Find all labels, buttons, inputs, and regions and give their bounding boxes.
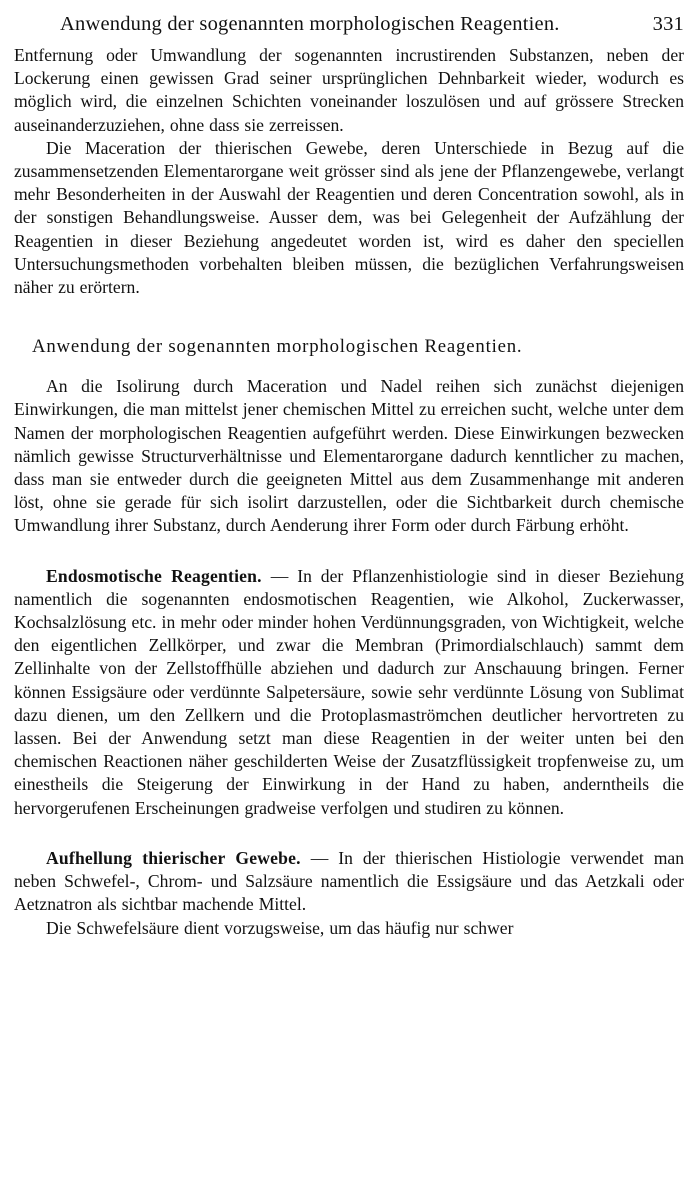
endosmotic-text: — In der Pflanzenhistiologie sind in dieser Beziehung namentlich die sogenannten endosmotischen Reagentien, wie Alkohol, Zuckerwasser, Kochsalzlösung etc. in mehr oder minder hohen Verdünnungsgraden, von Wichtigkeit, welche den eigentlichen Zellkörper, und zwar die Membran (Primordialschlauch) sammt dem Zellinhalte von der Zellstoffhülle abziehen und dadurch zur Anschauung bringen. Ferner können Essigsäure oder verdünnte Salpetersäure, sowie sehr verdünnte Lösung von Sublimat dazu dienen, um den Zellkern und die Protoplasmaströmchen deutlicher hervortreten zu lassen. Bei der Anwendung setzt man diese Reagentien in der weiter unten bei den chemischen Reactionen näher geschilderten Weise der Zusatzflüssigkeit tropfenweise zu, um einestheils die Steigerung der Einwirkung in der Hand zu haben, anderntheils die hervorgerufenen Erscheinungen gradweise verfolgen und studiren zu können.	[14, 565, 684, 818]
section-spacer	[14, 299, 684, 317]
section-spacer	[14, 820, 684, 833]
paragraph-maceration-animal-tissue: Die Maceration der thierischen Gewebe, deren Unterschiede in Bezug auf die zusammensetzenden Elementarorgane weit grösser sind als jene der Pflanzengewebe, verlangt mehr Besonderheiten in der Auswahl der Reagentien und deren Concentration sowohl, als in der sonstigen Behandlungsweise. Ausser dem, was bei Gelegenheit der Aufzählung der Reagentien in dieser Beziehung angedeutet worden ist, wird es daher den speciellen Untersuchungsmethoden vorbehalten bleiben müssen, die bezüglichen Verfahrungsweisen näher zu erörtern.	[14, 137, 684, 298]
running-header	[14, 12, 684, 36]
running-title: Anwendung der sogenannten morphologischen Reagentien.	[60, 13, 560, 35]
section-spacer	[14, 538, 684, 551]
paragraph-morphological-reagents: An die Isolirung durch Maceration und Nadel reihen sich zunächst diejenigen Einwirkungen, die man mittelst jener chemischen Mittel zu erreichen sucht, welche unter dem Namen der morphologischen Reagentien aufgeführt werden. Diese Einwirkungen bezwecken nämlich gewisse Structurverhältnisse und Elementarorgane dadurch kenntlicher zu machen, dass man sie entweder durch die geeigneten Mittel aus dem Zusammenhange mit anderen löst, ohne sie gerade für sich isolirt darzustellen, oder die Sichtbarkeit durch chemische Umwandlung ihrer Substanz, durch Aenderung ihrer Form oder durch Färbung erhöht.	[14, 376, 684, 536]
page-number: 331	[652, 13, 684, 35]
paragraph-aufhellung	[14, 847, 684, 917]
aufhellung-title: Aufhellung thierischer Gewebe.	[46, 847, 301, 868]
section-heading: Anwendung der sogenannten morphologischen Reagentien.	[32, 336, 523, 358]
paragraph-endosmotic-reagents	[14, 565, 684, 820]
paragraph-maceration-continuation: Entfernung oder Umwandlung der sogenannten incrustirenden Substanzen, neben der Lockerung einen gewissen Grad seiner ursprünglichen Dehnbarkeit wieder, wodurch es möglich wird, die einzelnen Schichten voneinander loszulösen und auf grössere Strecken auseinanderzuziehen, ohne dass sie zerreissen.	[14, 45, 684, 135]
book-page	[14, 12, 684, 1192]
paragraph-schwefelsaeure: Die Schwefelsäure dient vorzugsweise, um das häufig nur schwer	[46, 917, 514, 938]
aufhellung-text: — In der thierischen Histiologie verwendet man neben Schwefel-, Chrom- und Salzsäure namentlich die Essigsäure und das Aetzkali oder Aetznatron als sichtbar machende Mittel.	[14, 847, 684, 915]
endosmotic-title: Endosmotische Reagentien.	[46, 565, 262, 586]
